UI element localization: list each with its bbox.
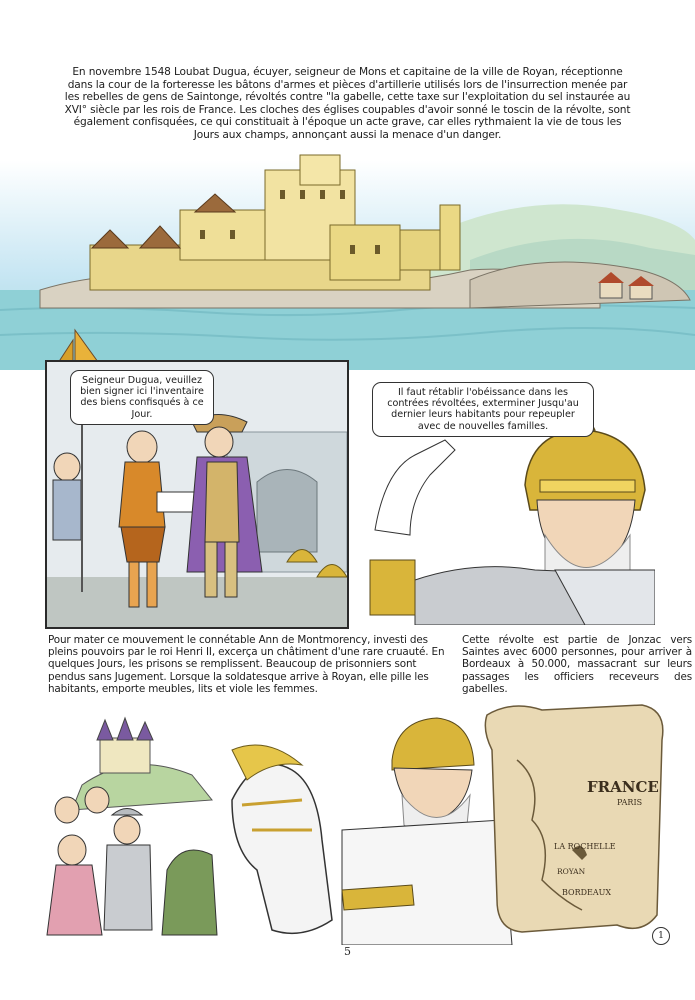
march-and-map-illustration xyxy=(42,690,672,945)
map-label-royan: ROYAN xyxy=(557,867,586,876)
map-label-la-rochelle: LA ROCHELLE xyxy=(554,842,616,851)
caption-montmorency: Pour mater ce mouvement le connétable Ann de Montmorency, investi des pleins pouvoirs par le roi Henri II, excerça un châtiment d'une rare cruauté. En quelques Jours, les prisons se remplissent. Beaucoup de prisonniers sont pendus sans Jugement. Lorsque la soldatesque arrive à Royan, elle pille les habitants, emporte meubles, lits et viole les femmes. xyxy=(48,634,445,695)
page-number: 5 xyxy=(344,945,351,958)
map-label-bordeaux: BORDEAUX xyxy=(562,888,612,897)
map-label-paris: PARIS xyxy=(617,798,643,807)
map-label-france: FRANCE xyxy=(587,778,659,796)
clerk-speech-bubble: Seigneur Dugua, veuillez bien signer ici l'inventaire des biens confisqués à ce Jour. xyxy=(70,370,214,425)
panel-badge: 1 xyxy=(652,927,670,945)
fortress-illustration xyxy=(0,130,695,370)
constable-speech-bubble: Il faut rétablir l'obéissance dans les contrées révoltées, exterminer Jusqu'au dernier leurs habitants pour repeupler avec de nouvelles familles. xyxy=(372,382,594,437)
caption-revolt-route: Cette révolte est partie de Jonzac vers Saintes avec 6000 personnes, pour arriver à Bordeaux à 50.000, massacrant sur leurs passages les officiers receveurs des gabelles. xyxy=(462,634,692,695)
intro-text: En novembre 1548 Loubat Dugua, écuyer, seigneur de Mons et capitaine de la ville de Royan, réceptionne dans la cour de la forteresse les bâtons d'armes et pièces d'artillerie utilisés lors de l'insurrection menée par les rebelles de gens de Saintonge, révoltés contre "la gabelle, cette taxe sur l'exploitation du sel instaurée au XVI° siècle par les rois de France. Les cloches des églises coupables d'avoir sonné le toscin de la révolte, sont également confisquées, ce qui constituait à l'époque un acte grave, car elles rythmaient la vie de tous les Jours aux champs, annonçant aussi la menace d'un danger. xyxy=(64,66,631,141)
